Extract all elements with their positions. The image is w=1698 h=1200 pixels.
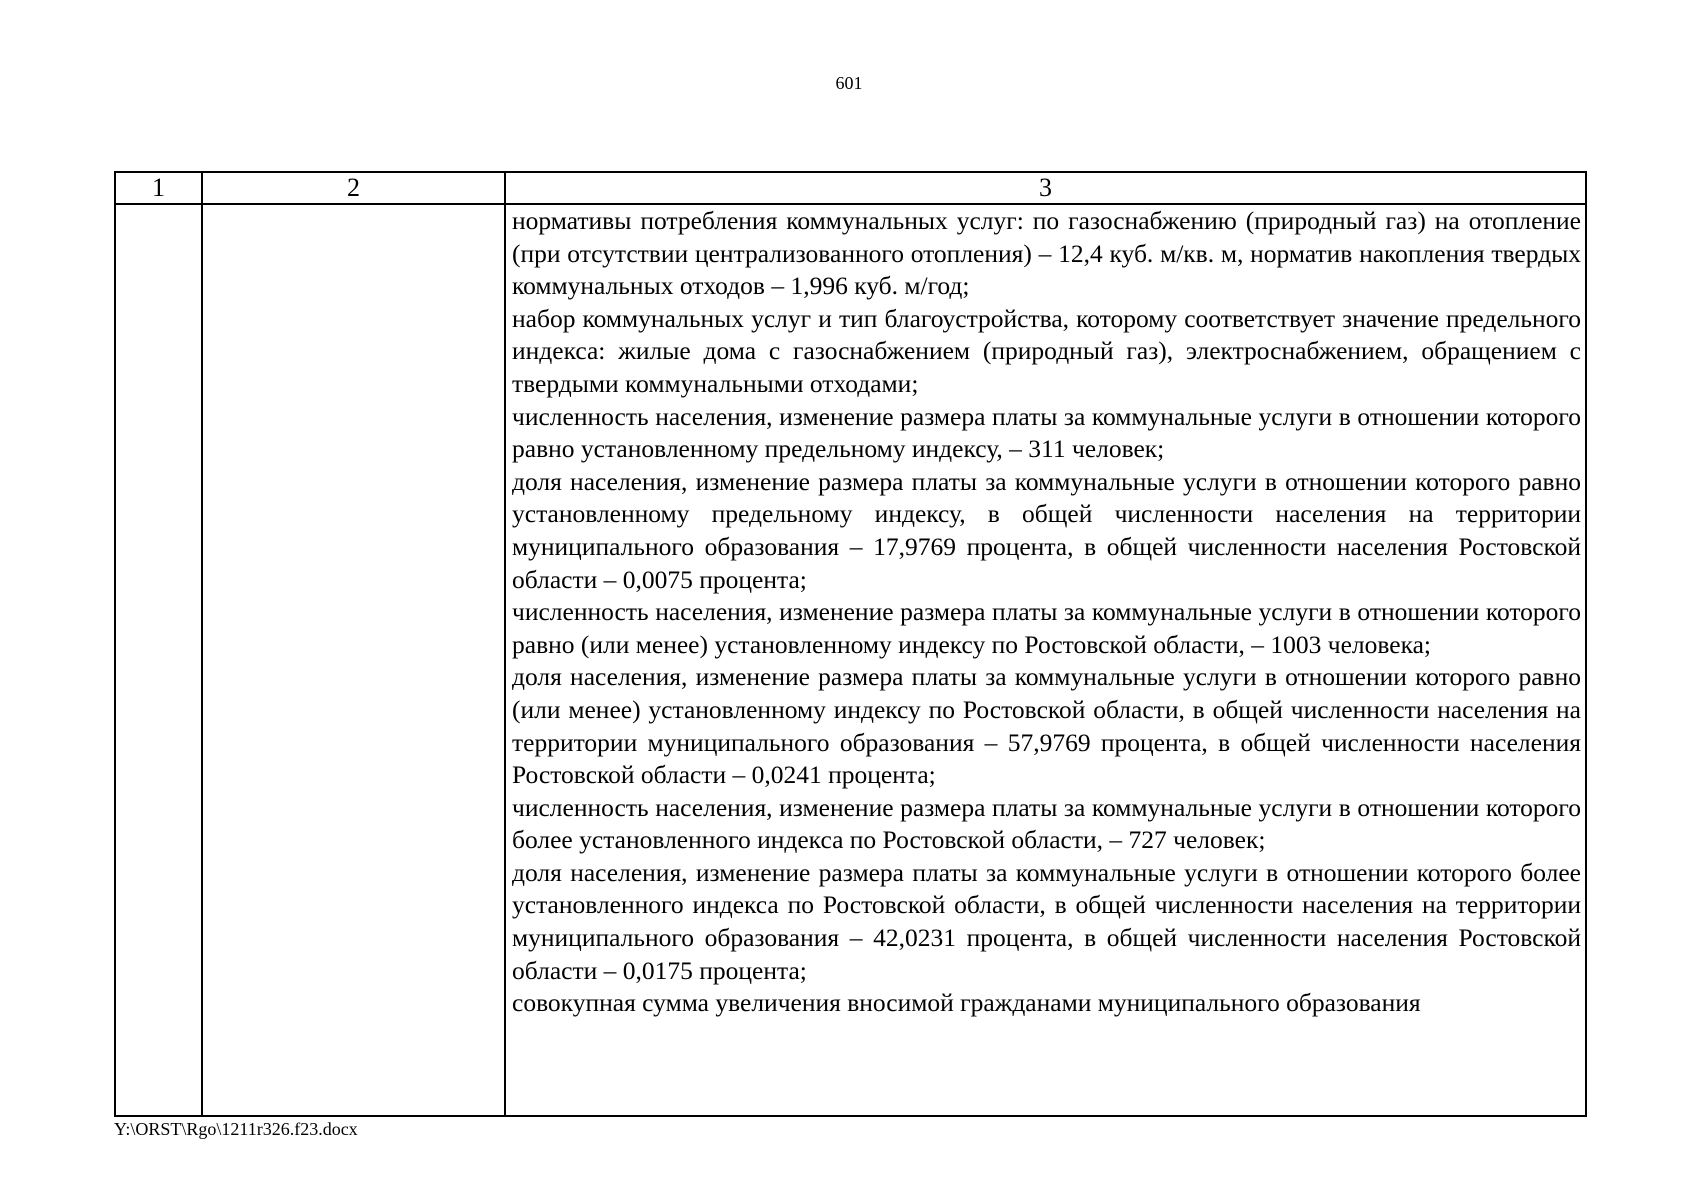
file-path-footer: Y:\ORST\Rgo\1211r326.f23.docx: [114, 1119, 358, 1139]
table-header-row: [115, 172, 1586, 204]
paragraph-total-increase: совокупная сумма увеличения вносимой гражданами муниципального образования: [512, 988, 1421, 1018]
paragraph-share-above-index: доля населения, изменение размера платы за коммунальные услуги в отношении которого более установленного индекса по Ростовской области, в общей численности населения на территории муниципального образования – 42,0231 процента, в общей численности населения Ростовской области – 0,0175 процента;: [512, 857, 1581, 985]
column-header-2: 2: [202, 172, 505, 204]
cell-column-1: [115, 204, 202, 1116]
document-table: [114, 171, 1587, 1117]
column-header-3: 3: [505, 172, 1586, 204]
paragraph-service-set: набор коммунальных услуг и тип благоустройства, которому соответствует значение предельного индекса: жилые дома с газоснабжением (природный газ), электроснабжением, обращением с твердыми коммунальными отходами;: [512, 303, 1581, 398]
paragraph-population-equal-or-less-index: численность населения, изменение размера платы за коммунальные услуги в отношении которого равно (или менее) установленному индексу по Ростовской области, – 1003 человека;: [512, 597, 1581, 659]
page-number: 601: [835, 73, 863, 93]
column-header-1: 1: [115, 172, 202, 204]
paragraph-share-equal-or-less-index: доля населения, изменение размера платы за коммунальные услуги в отношении которого равно (или менее) установленному индексу по Ростовской области, в общей численности населения на территории муниципального образования – 57,9769 процента, в общей численности населения Ростовской области – 0,0241 процента;: [512, 662, 1581, 790]
paragraph-consumption-norms: нормативы потребления коммунальных услуг: по газоснабжению (природный газ) на отопление (при отсутствии централизованного отопления) – 12,4 куб. м/кв. м, норматив накопления твердых коммунальных отходов – 1,996 куб. м/год;: [512, 206, 1581, 301]
table-row: [115, 204, 1586, 1116]
paragraph-population-above-index: численность населения, изменение размера платы за коммунальные услуги в отношении которого более установленного индекса по Ростовской области, – 727 человек;: [512, 792, 1581, 855]
paragraph-population-equal-limit: численность населения, изменение размера платы за коммунальные услуги в отношении которого равно установленному предельному индексу, – 311 человек;: [512, 401, 1581, 464]
cell-column-2: [202, 204, 505, 1116]
cell-column-3: [505, 204, 1586, 1116]
paragraph-share-equal-limit: доля населения, изменение размера платы за коммунальные услуги в отношении которого равно установленному предельному индексу, в общей численности населения на территории муниципального образования – 17,9769 процента, в общей численности населения Ростовской области – 0,0075 процента;: [512, 466, 1581, 594]
